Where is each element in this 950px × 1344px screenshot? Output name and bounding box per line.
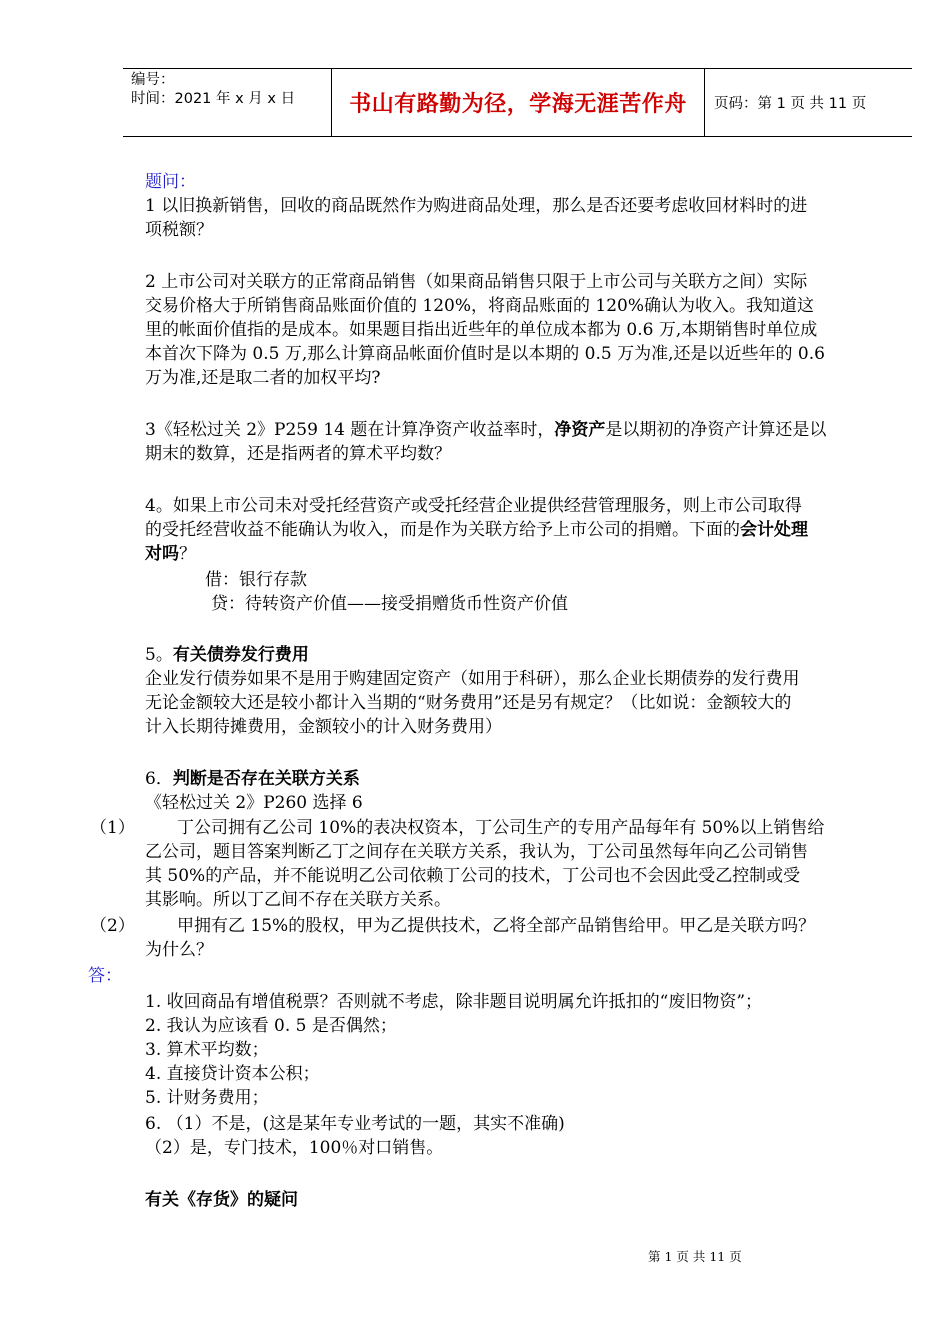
q6-title — [145, 767, 360, 791]
q6-item-line: 其影响。所以丁乙间不存在关联方关系。 — [145, 890, 451, 910]
q3-line: 期末的数算，还是指两者的算术平均数？ — [145, 444, 451, 464]
journal-credit: 贷：待转资产价值——接受捐赠货币性资产价值 — [211, 594, 568, 614]
q3-text: 是以期初的净资产计算还是以 — [605, 420, 827, 440]
q3-line — [145, 418, 826, 442]
time-label: 时间：2021 年 x 月 x 日 — [131, 91, 296, 107]
q4-text: 的受托经营收益不能确认为收入，而是作为关联方给予上市公司的捐赠。下面的 — [145, 520, 740, 540]
q2-line: 里的帐面价值指的是成本。如果题目指出近些年的单位成本都为 0.6 万,本期销售时单位成 — [145, 320, 818, 340]
q5-number: 5。 — [145, 645, 173, 665]
q2-line: 2 上市公司对关联方的正常商品销售（如果商品销售只限于上市公司与关联方之间）实际 — [145, 272, 808, 292]
page-header — [123, 68, 912, 137]
answer-line: 5. 计财务费用； — [145, 1088, 269, 1108]
q6-item-line: 甲拥有乙 15%的股权，甲为乙提供技术，乙将全部产品销售给甲。甲乙是关联方吗？ — [177, 916, 816, 936]
q6-item-number: （2） — [90, 916, 135, 936]
section-title-text: 有关《存货》的疑问 — [145, 1190, 298, 1210]
q6-source: 《轻松过关 2》P260 选择 6 — [145, 793, 363, 813]
q5-line: 无论金额较大还是较小都计入当期的“财务费用”还是另有规定？（比如说：金额较大的 — [145, 693, 792, 713]
q6-item-line: 乙公司，题目答案判断乙丁之间存在关联方关系，我认为，丁公司虽然每年向乙公司销售 — [145, 842, 808, 862]
q6-item-number: （1） — [90, 818, 135, 838]
q3-text: 3《轻松过关 2》P259 14 题在计算净资产收益率时， — [145, 420, 555, 440]
section-title — [145, 1188, 298, 1212]
q3-bold-term: 净资产 — [554, 420, 606, 440]
journal-debit: 借：银行存款 — [205, 570, 307, 590]
q6-heading: 判断是否存在关联方关系 — [172, 769, 360, 789]
q4-line — [145, 542, 196, 566]
q1-line: 1 以旧换新销售，回收的商品既然作为购进商品处理，那么是否还要考虑收回材料时的进 — [145, 196, 808, 216]
q5-title — [145, 643, 309, 667]
q4-bold-term: 对吗 — [145, 544, 179, 564]
answer-line: 6. （1）不是，(这是某年专业考试的一题，其实不准确) — [145, 1114, 565, 1134]
code-label: 编号： — [131, 72, 175, 88]
answer-line: 2. 我认为应该看 0. 5 是否偶然； — [145, 1016, 397, 1036]
q2-line: 交易价格大于所销售商品账面价值的 120%，将商品账面的 120%确认为收入。我知道这 — [145, 296, 815, 316]
q4-text: ？ — [179, 544, 196, 564]
q4-line — [145, 518, 808, 542]
questions-heading: 题问： — [145, 172, 196, 192]
q6-item-line: 其 50%的产品，并不能说明乙公司依赖丁公司的技术，丁公司也不会因此受乙控制或受 — [145, 866, 801, 886]
q2-line: 本首次下降为 0.5 万,那么计算商品帐面价值时是以本期的 0.5 万为准,还是以近些年的 0.6 — [145, 344, 825, 364]
q1-line: 项税额？ — [145, 220, 213, 240]
header-motto: 书山有路勤为径，学海无涯苦作舟 — [332, 69, 705, 136]
q6-number: 6． — [145, 769, 173, 789]
answer-line: 3. 算术平均数； — [145, 1040, 269, 1060]
answer-line: （2）是，专门技术，100％对口销售。 — [145, 1138, 444, 1158]
q4-bold-term: 会计处理 — [740, 520, 808, 540]
q6-item-line: 为什么？ — [145, 940, 213, 960]
q2-line: 万为准,还是取二者的加权平均? — [145, 368, 381, 388]
q4-line: 4。如果上市公司未对受托经营资产或受托经营企业提供经营管理服务，则上市公司取得 — [145, 496, 802, 516]
page-footer: 第 1 页 共 11 页 — [648, 1249, 742, 1264]
answer-line: 1. 收回商品有增值税票？否则就不考虑，除非题目说明属允许抵扣的“废旧物资”； — [145, 992, 763, 1012]
q5-line: 计入长期待摊费用，金额较小的计入财务费用） — [145, 717, 502, 737]
q6-item-line: 丁公司拥有乙公司 10%的表决权资本，丁公司生产的专用产品每年有 50%以上销售给 — [177, 818, 825, 838]
q5-heading: 有关债券发行费用 — [172, 645, 309, 665]
header-page-label: 页码：第 1 页 共 11 页 — [714, 96, 867, 112]
answers-heading: 答： — [88, 966, 122, 986]
answer-line: 4. 直接贷计资本公积； — [145, 1064, 320, 1084]
q5-line: 企业发行债券如果不是用于购建固定资产（如用于科研），那么企业长期债券的发行费用 — [145, 669, 800, 689]
header-meta — [123, 69, 332, 136]
